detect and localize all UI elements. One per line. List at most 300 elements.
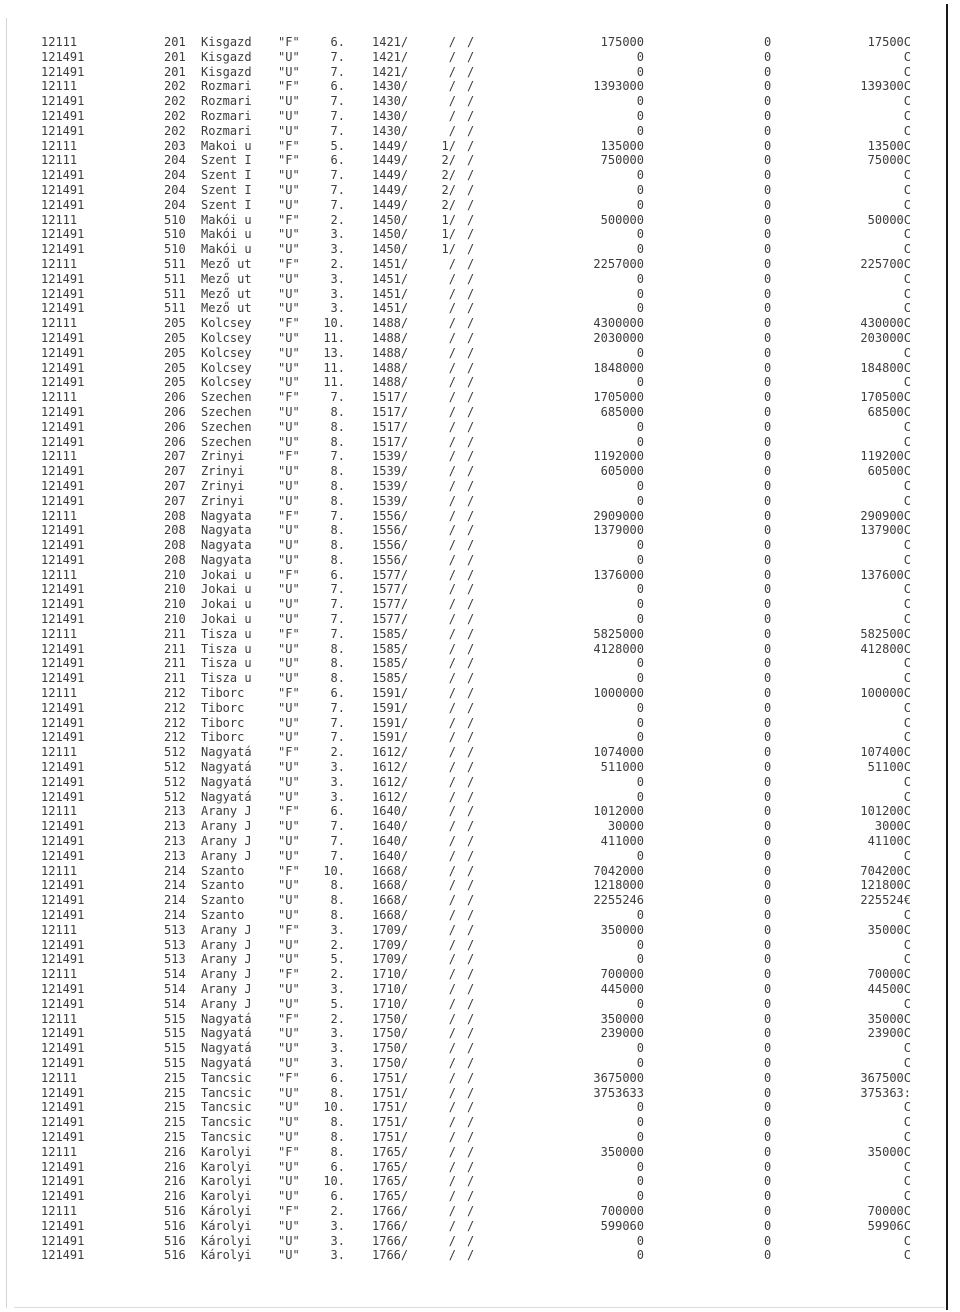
account-code: 121491 bbox=[41, 49, 85, 64]
type-flag: "F" bbox=[278, 1144, 300, 1159]
sub-lot-2: / bbox=[467, 760, 475, 775]
type-flag: "U" bbox=[278, 789, 300, 804]
type-flag: "U" bbox=[278, 612, 300, 627]
parcel-number: 214 bbox=[164, 863, 186, 878]
account-code: 121491 bbox=[41, 700, 85, 715]
street-name: Szechen bbox=[201, 434, 252, 449]
sub-lot-1: / bbox=[448, 982, 456, 996]
street-name: Makói u bbox=[201, 242, 252, 257]
amount: 0 bbox=[636, 242, 644, 257]
total-amount: 23900C bbox=[867, 1026, 911, 1041]
amount: 700000 bbox=[600, 967, 644, 982]
lot-number: 1449/ bbox=[372, 182, 409, 197]
category-number: 7. bbox=[330, 730, 345, 745]
account-code: 121491 bbox=[41, 108, 85, 123]
table-row bbox=[0, 464, 948, 479]
lot-number: 1710/ bbox=[372, 982, 409, 996]
zero-value: 0 bbox=[764, 256, 772, 271]
amount: 0 bbox=[636, 108, 644, 123]
lot-number: 1766/ bbox=[372, 1248, 409, 1263]
account-code: 12111 bbox=[41, 626, 78, 641]
category-number: 7. bbox=[330, 49, 345, 64]
total-amount: 35000C bbox=[867, 1011, 911, 1026]
parcel-number: 204 bbox=[164, 168, 186, 183]
zero-value: 0 bbox=[764, 848, 772, 863]
lot-number: 1585/ bbox=[372, 626, 409, 641]
lot-number: 1591/ bbox=[372, 686, 409, 701]
category-number: 8. bbox=[330, 1129, 345, 1144]
zero-value: 0 bbox=[764, 182, 772, 197]
street-name: Mező ut bbox=[201, 256, 252, 271]
street-name: Kolcsey bbox=[201, 360, 252, 375]
parcel-number: 202 bbox=[164, 94, 186, 109]
sub-lot-1: / bbox=[448, 404, 456, 419]
sub-lot-2: / bbox=[467, 212, 475, 227]
zero-value: 0 bbox=[764, 774, 772, 789]
table-row bbox=[0, 671, 948, 686]
lot-number: 1766/ bbox=[372, 1218, 409, 1233]
amount: 4128000 bbox=[593, 641, 644, 656]
sub-lot-1: / bbox=[448, 700, 456, 715]
lot-number: 1539/ bbox=[372, 478, 409, 493]
total-amount: 13500C bbox=[867, 138, 911, 153]
sub-lot-1: / bbox=[448, 523, 456, 538]
total-amount: C bbox=[903, 996, 911, 1011]
parcel-number: 201 bbox=[164, 49, 186, 64]
parcel-number: 210 bbox=[164, 567, 186, 582]
type-flag: "U" bbox=[278, 360, 300, 375]
total-amount: C bbox=[903, 478, 911, 493]
sub-lot-2: / bbox=[467, 552, 475, 567]
type-flag: "U" bbox=[278, 878, 300, 893]
parcel-number: 211 bbox=[164, 626, 186, 641]
category-number: 10. bbox=[323, 863, 345, 878]
table-row bbox=[0, 1026, 948, 1041]
street-name: Tancsic bbox=[201, 1129, 252, 1144]
sub-lot-2: / bbox=[467, 478, 475, 493]
street-name: Tiborc bbox=[201, 700, 245, 715]
table-row bbox=[0, 701, 948, 716]
account-code: 12111 bbox=[41, 390, 78, 405]
total-amount: C bbox=[903, 182, 911, 197]
sub-lot-2: / bbox=[467, 715, 475, 730]
sub-lot-2: / bbox=[467, 863, 475, 878]
total-amount: 59906C bbox=[867, 1218, 911, 1233]
sub-lot-2: / bbox=[467, 893, 475, 908]
parcel-number: 514 bbox=[164, 982, 186, 996]
table-row bbox=[0, 1174, 948, 1189]
total-amount: 137900C bbox=[860, 523, 911, 538]
table-row bbox=[0, 1041, 948, 1056]
total-amount: 367500C bbox=[860, 1070, 911, 1085]
sub-lot-2: / bbox=[467, 256, 475, 271]
sub-lot-1: / bbox=[448, 256, 456, 271]
parcel-number: 205 bbox=[164, 330, 186, 345]
zero-value: 0 bbox=[764, 1041, 772, 1056]
type-flag: "F" bbox=[278, 686, 300, 701]
street-name: Zrinyi bbox=[201, 464, 245, 479]
amount: 0 bbox=[636, 789, 644, 804]
lot-number: 1451/ bbox=[372, 256, 409, 271]
street-name: Tiborc bbox=[201, 686, 245, 701]
lot-number: 1421/ bbox=[372, 35, 409, 49]
type-flag: "F" bbox=[278, 567, 300, 582]
total-amount: C bbox=[903, 1129, 911, 1144]
street-name: Arany J bbox=[201, 967, 252, 982]
total-amount: 60500C bbox=[867, 464, 911, 479]
type-flag: "U" bbox=[278, 1041, 300, 1056]
amount: 0 bbox=[636, 1248, 644, 1263]
lot-number: 1539/ bbox=[372, 464, 409, 479]
sub-lot-1: / bbox=[448, 567, 456, 582]
account-code: 121491 bbox=[41, 730, 85, 745]
lot-number: 1668/ bbox=[372, 863, 409, 878]
parcel-number: 214 bbox=[164, 893, 186, 908]
lot-number: 1449/ bbox=[372, 197, 409, 212]
street-name: Szanto bbox=[201, 878, 245, 893]
street-name: Kolcsey bbox=[201, 375, 252, 390]
total-amount: 50000C bbox=[867, 212, 911, 227]
category-number: 11. bbox=[323, 375, 345, 390]
type-flag: "U" bbox=[278, 123, 300, 138]
sub-lot-1: / bbox=[448, 49, 456, 64]
zero-value: 0 bbox=[764, 1159, 772, 1174]
amount: 2909000 bbox=[593, 508, 644, 523]
type-flag: "U" bbox=[278, 197, 300, 212]
category-number: 8. bbox=[330, 908, 345, 923]
amount: 1218000 bbox=[593, 878, 644, 893]
lot-number: 1612/ bbox=[372, 789, 409, 804]
zero-value: 0 bbox=[764, 523, 772, 538]
type-flag: "F" bbox=[278, 79, 300, 94]
category-number: 8. bbox=[330, 419, 345, 434]
type-flag: "U" bbox=[278, 834, 300, 849]
zero-value: 0 bbox=[764, 597, 772, 612]
sub-lot-2: / bbox=[467, 1248, 475, 1263]
zero-value: 0 bbox=[764, 863, 772, 878]
amount: 0 bbox=[636, 271, 644, 286]
parcel-number: 201 bbox=[164, 64, 186, 79]
sub-lot-2: / bbox=[467, 1218, 475, 1233]
amount: 750000 bbox=[600, 153, 644, 168]
amount: 0 bbox=[636, 996, 644, 1011]
sub-lot-2: / bbox=[467, 227, 475, 242]
lot-number: 1668/ bbox=[372, 908, 409, 923]
category-number: 6. bbox=[330, 1070, 345, 1085]
lot-number: 1517/ bbox=[372, 404, 409, 419]
parcel-number: 206 bbox=[164, 404, 186, 419]
total-amount: 225524€ bbox=[860, 893, 911, 908]
sub-lot-1: / bbox=[448, 1233, 456, 1248]
street-name: Szent I bbox=[201, 182, 252, 197]
sub-lot-2: / bbox=[467, 848, 475, 863]
category-number: 8. bbox=[330, 878, 345, 893]
street-name: Kolcsey bbox=[201, 345, 252, 360]
lot-number: 1577/ bbox=[372, 597, 409, 612]
total-amount: 137600C bbox=[860, 567, 911, 582]
parcel-number: 214 bbox=[164, 908, 186, 923]
street-name: Tancsic bbox=[201, 1115, 252, 1130]
table-row bbox=[0, 612, 948, 627]
amount: 1000000 bbox=[593, 686, 644, 701]
lot-number: 1449/ bbox=[372, 168, 409, 183]
type-flag: "U" bbox=[278, 1055, 300, 1070]
lot-number: 1640/ bbox=[372, 834, 409, 849]
amount: 0 bbox=[636, 1159, 644, 1174]
zero-value: 0 bbox=[764, 1233, 772, 1248]
lot-number: 1751/ bbox=[372, 1129, 409, 1144]
category-number: 7. bbox=[330, 94, 345, 109]
table-row bbox=[0, 568, 948, 583]
sub-lot-1: / bbox=[448, 552, 456, 567]
street-name: Kolcsey bbox=[201, 330, 252, 345]
amount: 2257000 bbox=[593, 256, 644, 271]
category-number: 8. bbox=[330, 523, 345, 538]
sub-lot-2: / bbox=[467, 271, 475, 286]
total-amount: C bbox=[903, 375, 911, 390]
sub-lot-1: / bbox=[448, 1159, 456, 1174]
table-row bbox=[0, 730, 948, 745]
zero-value: 0 bbox=[764, 138, 772, 153]
street-name: Szanto bbox=[201, 908, 245, 923]
street-name: Arany J bbox=[201, 996, 252, 1011]
sub-lot-2: / bbox=[467, 730, 475, 745]
zero-value: 0 bbox=[764, 538, 772, 553]
parcel-number: 204 bbox=[164, 182, 186, 197]
lot-number: 1517/ bbox=[372, 390, 409, 405]
type-flag: "U" bbox=[278, 641, 300, 656]
sub-lot-1: / bbox=[448, 360, 456, 375]
category-number: 10. bbox=[323, 1174, 345, 1189]
total-amount: 35000C bbox=[867, 1144, 911, 1159]
type-flag: "U" bbox=[278, 774, 300, 789]
total-amount: 3000C bbox=[874, 819, 911, 834]
total-amount: 70000C bbox=[867, 1203, 911, 1218]
category-number: 6. bbox=[330, 1159, 345, 1174]
sub-lot-1: / bbox=[448, 789, 456, 804]
zero-value: 0 bbox=[764, 552, 772, 567]
street-name: Karolyi bbox=[201, 1189, 252, 1204]
zero-value: 0 bbox=[764, 404, 772, 419]
amount: 0 bbox=[636, 1041, 644, 1056]
sub-lot-1: 1/ bbox=[441, 212, 456, 227]
sub-lot-1: / bbox=[448, 1144, 456, 1159]
type-flag: "F" bbox=[278, 153, 300, 168]
amount: 445000 bbox=[600, 982, 644, 996]
lot-number: 1488/ bbox=[372, 360, 409, 375]
amount: 0 bbox=[636, 582, 644, 597]
amount: 1393000 bbox=[593, 79, 644, 94]
account-code: 12111 bbox=[41, 256, 78, 271]
total-amount: C bbox=[903, 242, 911, 257]
parcel-number: 512 bbox=[164, 760, 186, 775]
table-row bbox=[0, 139, 948, 154]
sub-lot-2: / bbox=[467, 1055, 475, 1070]
table-row bbox=[0, 849, 948, 864]
total-amount: 139300C bbox=[860, 79, 911, 94]
type-flag: "U" bbox=[278, 64, 300, 79]
street-name: Tancsic bbox=[201, 1085, 252, 1100]
sub-lot-2: / bbox=[467, 597, 475, 612]
sub-lot-1: / bbox=[448, 108, 456, 123]
sub-lot-2: / bbox=[467, 774, 475, 789]
zero-value: 0 bbox=[764, 123, 772, 138]
zero-value: 0 bbox=[764, 1129, 772, 1144]
sub-lot-1: / bbox=[448, 419, 456, 434]
amount: 350000 bbox=[600, 922, 644, 937]
zero-value: 0 bbox=[764, 567, 772, 582]
parcel-number: 202 bbox=[164, 79, 186, 94]
type-flag: "U" bbox=[278, 419, 300, 434]
total-amount: C bbox=[903, 715, 911, 730]
amount: 3675000 bbox=[593, 1070, 644, 1085]
type-flag: "F" bbox=[278, 508, 300, 523]
table-row bbox=[0, 405, 948, 420]
parcel-number: 204 bbox=[164, 153, 186, 168]
parcel-number: 201 bbox=[164, 35, 186, 49]
sub-lot-2: / bbox=[467, 153, 475, 168]
account-code: 121491 bbox=[41, 848, 85, 863]
table-row bbox=[0, 967, 948, 982]
table-row bbox=[0, 65, 948, 80]
type-flag: "U" bbox=[278, 108, 300, 123]
sub-lot-1: / bbox=[448, 493, 456, 508]
category-number: 7. bbox=[330, 819, 345, 834]
sub-lot-1: / bbox=[448, 804, 456, 819]
type-flag: "U" bbox=[278, 1129, 300, 1144]
category-number: 7. bbox=[330, 626, 345, 641]
amount: 411000 bbox=[600, 834, 644, 849]
table-row bbox=[0, 1204, 948, 1219]
sub-lot-1: / bbox=[448, 1011, 456, 1026]
sub-lot-1: / bbox=[448, 1203, 456, 1218]
lot-number: 1765/ bbox=[372, 1189, 409, 1204]
zero-value: 0 bbox=[764, 1174, 772, 1189]
category-number: 7. bbox=[330, 390, 345, 405]
street-name: Mező ut bbox=[201, 271, 252, 286]
total-amount: C bbox=[903, 271, 911, 286]
account-code: 121491 bbox=[41, 1159, 85, 1174]
account-code: 121491 bbox=[41, 878, 85, 893]
amount: 0 bbox=[636, 1055, 644, 1070]
type-flag: "U" bbox=[278, 1159, 300, 1174]
street-name: Rozmari bbox=[201, 123, 252, 138]
total-amount: C bbox=[903, 730, 911, 745]
sub-lot-1: / bbox=[448, 760, 456, 775]
type-flag: "U" bbox=[278, 227, 300, 242]
type-flag: "F" bbox=[278, 863, 300, 878]
table-row bbox=[0, 1012, 948, 1027]
total-amount: C bbox=[903, 64, 911, 79]
amount: 0 bbox=[636, 345, 644, 360]
parcel-number: 516 bbox=[164, 1233, 186, 1248]
lot-number: 1612/ bbox=[372, 745, 409, 760]
street-name: Jokai u bbox=[201, 567, 252, 582]
zero-value: 0 bbox=[764, 94, 772, 109]
account-code: 12111 bbox=[41, 804, 78, 819]
amount: 0 bbox=[636, 671, 644, 686]
amount: 0 bbox=[636, 419, 644, 434]
type-flag: "U" bbox=[278, 597, 300, 612]
zero-value: 0 bbox=[764, 804, 772, 819]
parcel-number: 208 bbox=[164, 552, 186, 567]
amount: 0 bbox=[636, 375, 644, 390]
zero-value: 0 bbox=[764, 789, 772, 804]
table-row bbox=[0, 435, 948, 450]
total-amount: C bbox=[903, 656, 911, 671]
lot-number: 1751/ bbox=[372, 1085, 409, 1100]
type-flag: "U" bbox=[278, 996, 300, 1011]
category-number: 3. bbox=[330, 789, 345, 804]
category-number: 3. bbox=[330, 1055, 345, 1070]
sub-lot-2: / bbox=[467, 434, 475, 449]
street-name: Mező ut bbox=[201, 301, 252, 316]
account-code: 121491 bbox=[41, 1233, 85, 1248]
sub-lot-1: / bbox=[448, 375, 456, 390]
sub-lot-2: / bbox=[467, 1100, 475, 1115]
street-name: Arany J bbox=[201, 834, 252, 849]
street-name: Nagyatá bbox=[201, 774, 252, 789]
table-row bbox=[0, 331, 948, 346]
sub-lot-2: / bbox=[467, 996, 475, 1011]
zero-value: 0 bbox=[764, 212, 772, 227]
sub-lot-1: / bbox=[448, 123, 456, 138]
street-name: Szanto bbox=[201, 893, 245, 908]
zero-value: 0 bbox=[764, 730, 772, 745]
amount: 1848000 bbox=[593, 360, 644, 375]
category-number: 7. bbox=[330, 582, 345, 597]
amount: 0 bbox=[636, 197, 644, 212]
amount: 0 bbox=[636, 656, 644, 671]
amount: 4300000 bbox=[593, 316, 644, 331]
parcel-number: 207 bbox=[164, 449, 186, 464]
sub-lot-2: / bbox=[467, 330, 475, 345]
street-name: Karolyi bbox=[201, 1174, 252, 1189]
amount: 0 bbox=[636, 64, 644, 79]
account-code: 121491 bbox=[41, 64, 85, 79]
total-amount: 375363: bbox=[860, 1085, 911, 1100]
street-name: Károlyi bbox=[201, 1233, 252, 1248]
sub-lot-2: / bbox=[467, 952, 475, 967]
type-flag: "U" bbox=[278, 819, 300, 834]
zero-value: 0 bbox=[764, 286, 772, 301]
zero-value: 0 bbox=[764, 375, 772, 390]
account-code: 121491 bbox=[41, 94, 85, 109]
sub-lot-1: / bbox=[448, 64, 456, 79]
account-code: 12111 bbox=[41, 138, 78, 153]
table-row bbox=[0, 301, 948, 316]
account-code: 121491 bbox=[41, 552, 85, 567]
sub-lot-1: / bbox=[448, 1129, 456, 1144]
parcel-number: 206 bbox=[164, 419, 186, 434]
table-row bbox=[0, 523, 948, 538]
total-amount: C bbox=[903, 1233, 911, 1248]
type-flag: "U" bbox=[278, 952, 300, 967]
total-amount: C bbox=[903, 848, 911, 863]
street-name: Arany J bbox=[201, 819, 252, 834]
lot-number: 1430/ bbox=[372, 108, 409, 123]
account-code: 121491 bbox=[41, 123, 85, 138]
lot-number: 1451/ bbox=[372, 301, 409, 316]
total-amount: 44500C bbox=[867, 982, 911, 996]
amount: 0 bbox=[636, 123, 644, 138]
sub-lot-1: / bbox=[448, 330, 456, 345]
parcel-number: 202 bbox=[164, 123, 186, 138]
street-name: Karolyi bbox=[201, 1144, 252, 1159]
sub-lot-1: / bbox=[448, 967, 456, 982]
type-flag: "U" bbox=[278, 242, 300, 257]
type-flag: "F" bbox=[278, 316, 300, 331]
